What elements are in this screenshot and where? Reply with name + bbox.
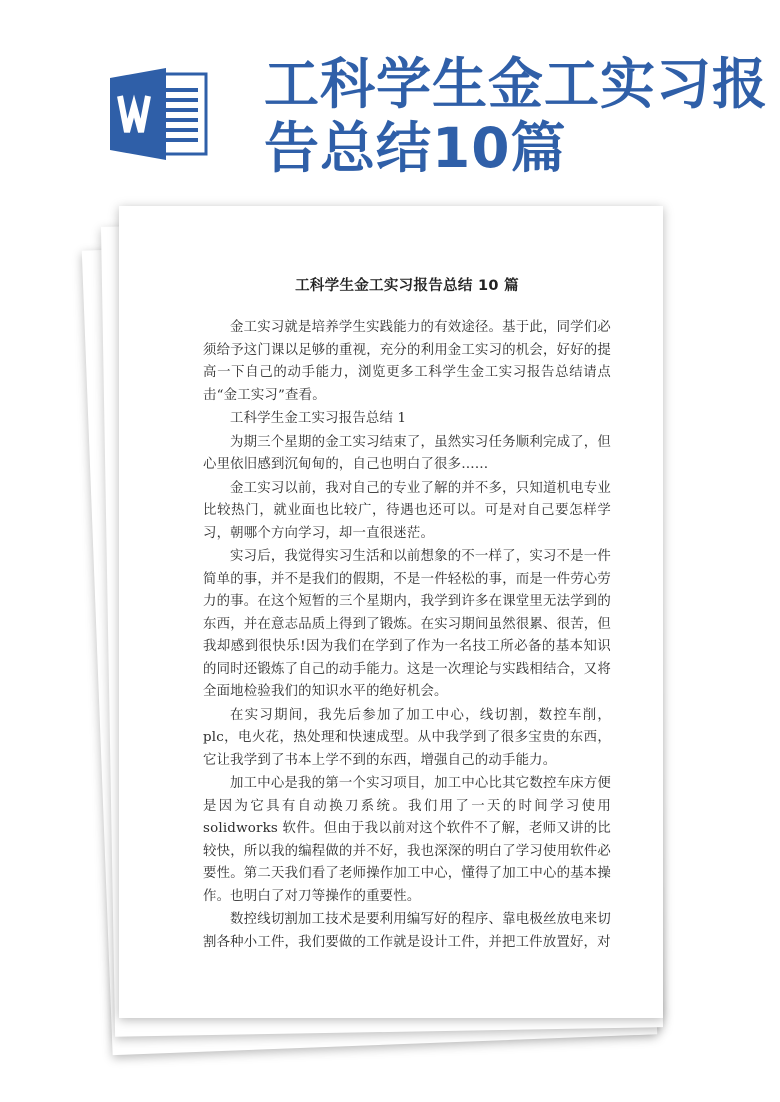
paragraph: 金工实习以前，我对自己的专业了解的并不多，只知道机电专业比较热门，就业面也比较广，待遇也还可以。可是对自己要怎样学习，朝哪个方向学习，却一直很迷茫。 [203,480,611,541]
paragraph: 加工中心是我的第一个实习项目，加工中心比其它数控车床方便是因为它具有自动换刀系统。我们用了一天的时间学习使用solidworks 软件。但由于我以前对这个软件不了解，老师又讲的比较快，所以我的编程做的并不好，我也深深的明白了学习使用软件必要性。第二天我们看了老师操作加工中心，懂得了加工中心的基本操作。也明白了对刀等操作的重要性。 [203,776,611,904]
paragraph: 金工实习就是培养学生实践能力的有效途径。基于此，同学们必须给予这门课以足够的重视，充分的利用金工实习的机会，好好的提高一下自己的动手能力，浏览更多工科学生金工实习报告总结请点击“金工实习”查看。 [203,320,611,403]
page-title: 工科学生金工实习报告总结10篇 [264,52,769,180]
paragraph: 数控线切割加工技术是要利用编写好的程序、靠电极丝放电来切割各种小工件，我们要做的工作就是设计工件，并把工件放置好，对 [203,912,611,950]
document-body [203,274,611,955]
paragraph: 在实习期间，我先后参加了加工中心，线切割，数控车削，plc，电火花，热处理和快速成型。从中我学到了很多宝贵的东西，它让我学到了书本上学不到的东西，增强自己的动手能力。 [203,707,611,768]
document-title: 工科学生金工实习报告总结 10 篇 [295,278,519,294]
paragraph: 为期三个星期的金工实习结束了，虽然实习任务顺利完成了，但心里依旧感到沉甸甸的，自己也明白了很多…… [203,434,611,472]
section-heading: 工科学生金工实习报告总结 1 [230,411,407,426]
front-page [119,206,663,1018]
paragraph: 实习后，我觉得实习生活和以前想象的不一样了，实习不是一件简单的事，并不是我们的假期，不是一件轻松的事，而是一件劳心劳力的事。在这个短暂的三个星期内，我学到许多在课堂里无法学到的东西，并在意志品质上得到了锻炼。在实习期间虽然很累、很苦，但我却感到很快乐!因为我们在学到了作为一名技工所必备的基本知识的同时还锻炼了自己的动手能力。这是一次理论与实践相结合，又将全面地检验我们的知识水平的绝好机会。 [203,549,611,699]
